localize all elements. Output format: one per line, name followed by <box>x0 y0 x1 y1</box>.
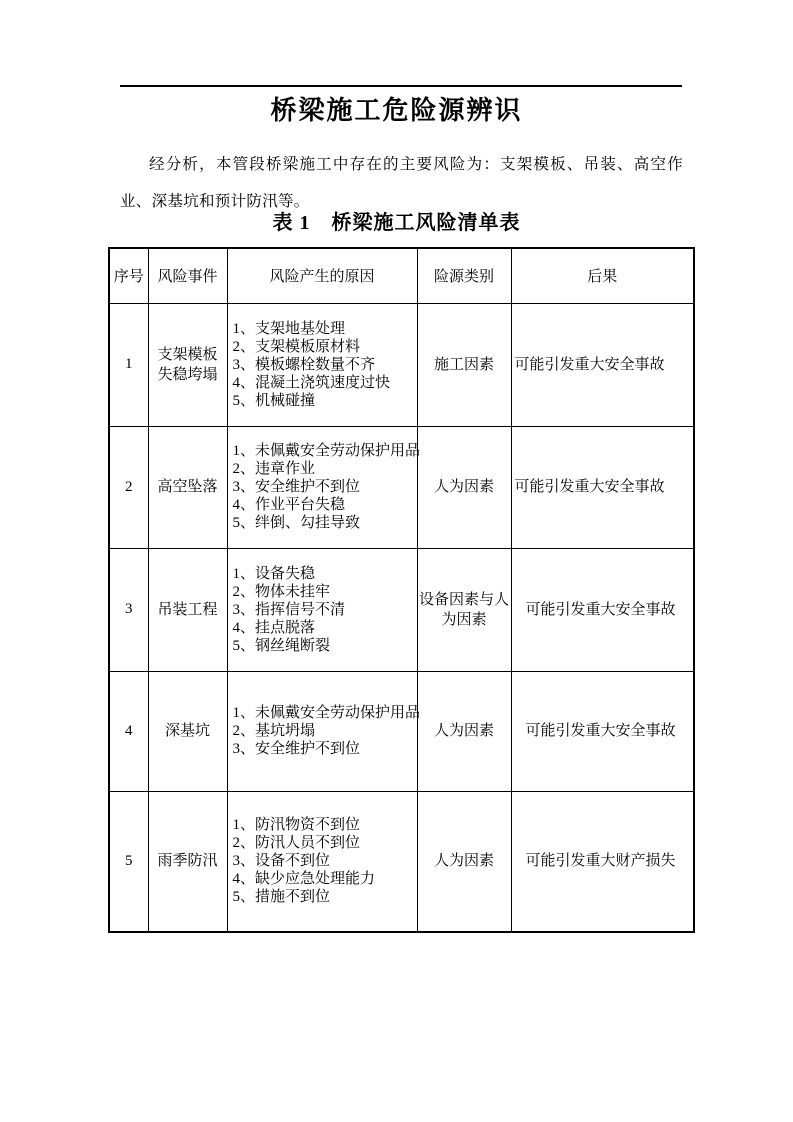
cause-line: 5、钢丝绳断裂 <box>232 637 331 654</box>
cause-line: 3、模板螺栓数量不齐 <box>232 356 376 373</box>
cause-line: 1、支架地基处理 <box>232 320 346 337</box>
cell-no: 4 <box>109 671 148 791</box>
header-no: 序号 <box>109 248 148 303</box>
cell-category: 人为因素 <box>417 426 511 548</box>
cause-line: 1、未佩戴安全劳动保护用品 <box>232 705 421 721</box>
cell-consequence: 可能引发重大财产损失 <box>511 791 694 932</box>
cause-line: 4、混凝土浇筑速度过快 <box>232 374 391 391</box>
cell-event: 深基坑 <box>148 671 227 791</box>
cause-line: 1、防汛物资不到位 <box>232 817 361 834</box>
cause-line: 2、基坑坍塌 <box>232 723 316 739</box>
document-title: 桥梁施工危险源辨识 <box>270 95 523 125</box>
cell-event: 支架模板失稳垮塌 <box>148 303 227 426</box>
cell-causes <box>227 671 421 791</box>
table-row <box>109 426 694 548</box>
cell-no: 5 <box>109 791 148 932</box>
header-event: 风险事件 <box>148 248 227 303</box>
cell-no: 3 <box>109 548 148 671</box>
cell-consequence: 可能引发重大安全事故 <box>511 671 694 791</box>
cause-line: 4、缺少应急处理能力 <box>232 871 376 888</box>
table-row <box>109 671 694 791</box>
cause-line: 5、措施不到位 <box>232 889 331 906</box>
cause-line: 1、未佩戴安全劳动保护用品 <box>232 443 421 459</box>
cause-line: 3、设备不到位 <box>232 853 331 870</box>
cell-causes <box>227 548 417 671</box>
cause-line: 2、支架模板原材料 <box>232 338 361 355</box>
cause-line: 2、防汛人员不到位 <box>232 835 361 852</box>
cell-consequence: 可能引发重大安全事故 <box>511 548 694 671</box>
cell-event: 高空坠落 <box>148 426 227 548</box>
cause-line: 4、挂点脱落 <box>232 619 316 636</box>
cell-category: 人为因素 <box>417 671 511 791</box>
cause-line: 5、机械碰撞 <box>232 392 316 409</box>
cell-category: 设备因素与人为因素 <box>417 548 511 671</box>
table-row <box>109 548 694 671</box>
cause-line: 4、作业平台失稳 <box>232 497 346 513</box>
intro-paragraph: 经分析，本管段桥梁施工中存在的主要风险为：支架模板、吊装、高空作业、深基坑和预计防汛等。 <box>120 156 683 210</box>
cell-category: 人为因素 <box>417 791 511 932</box>
cause-line: 2、物体未挂牢 <box>232 583 331 600</box>
table-row <box>109 791 694 932</box>
cell-event: 雨季防汛 <box>148 791 227 932</box>
risk-table-body <box>109 303 694 932</box>
header-row <box>109 248 694 303</box>
risk-table <box>108 247 695 933</box>
cell-causes <box>227 791 417 932</box>
cause-line: 2、违章作业 <box>232 461 316 477</box>
cell-causes <box>227 426 421 548</box>
cause-line: 3、安全维护不到位 <box>232 479 361 495</box>
cell-consequence: 可能引发重大安全事故 <box>511 303 694 426</box>
cell-no: 1 <box>109 303 148 426</box>
table-row <box>109 303 694 426</box>
cell-no: 2 <box>109 426 148 548</box>
header-causes: 风险产生的原因 <box>227 248 417 303</box>
cause-line: 5、绊倒、勾挂导致 <box>232 515 361 531</box>
cell-causes <box>227 303 417 426</box>
cell-event: 吊装工程 <box>148 548 227 671</box>
cause-line: 3、安全维护不到位 <box>232 741 361 757</box>
page-header-rule <box>120 85 682 87</box>
header-consequence: 后果 <box>511 248 694 303</box>
cell-category: 施工因素 <box>417 303 511 426</box>
cell-consequence: 可能引发重大安全事故 <box>511 426 694 548</box>
risk-table-header <box>109 248 694 303</box>
header-category: 险源类别 <box>417 248 511 303</box>
cause-line: 1、设备失稳 <box>232 565 316 582</box>
table-caption: 表 1 桥梁施工风险清单表 <box>272 212 521 234</box>
cause-line: 3、指挥信号不清 <box>232 601 346 618</box>
